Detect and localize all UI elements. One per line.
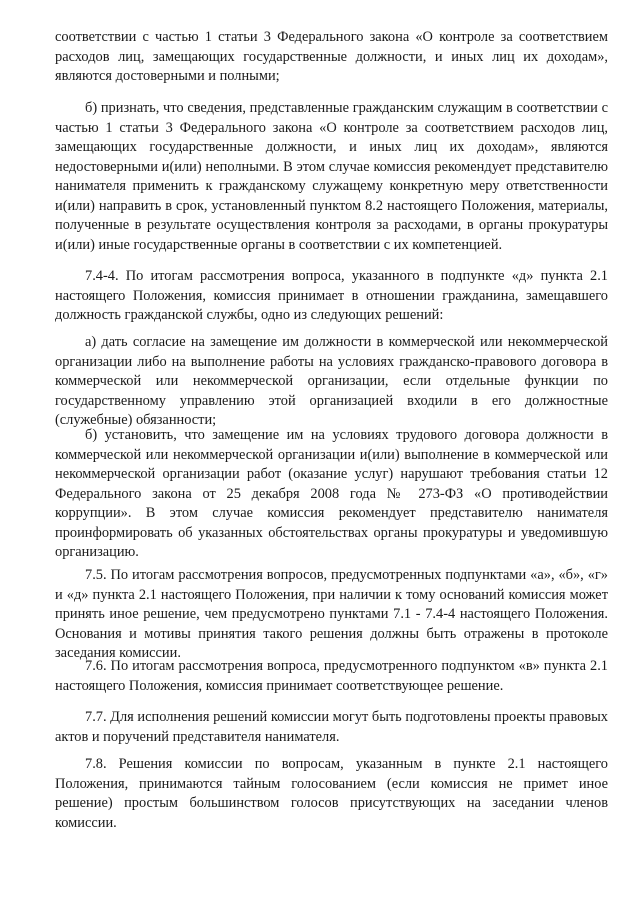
paragraph-continuation: соответствии с частью 1 статьи 3 Федерального закона «О контроле за соответствием расходов лиц, замещающих государственные должности, и иных лиц их доходам», являются достоверными и полными; <box>55 29 608 84</box>
paragraph-7-8: 7.8. Решения комиссии по вопросам, указанным в пункте 2.1 настоящего Положения, принимаются тайным голосованием (если комиссия не примет иное решение) простым большинством голосов присутствующих на заседании членов комиссии. <box>55 756 608 831</box>
paragraph-subitem-b-expenses: б) признать, что сведения, представленные гражданским служащим в соответствии с частью 1 статьи 3 Федерального закона «О контроле за соответствием расходов лиц, замещающих государственные должности, и иных лиц их доходам», являются недостоверными и(или) неполными. В этом случае комиссия рекомендует представителю нанимателя применить к гражданскому служащему конкретную меру ответственности и(или) направить в срок, установленный пунктом 8.2 настоящего Положения, материалы, полученные в результате осуществления контроля за расходами, в органы прокуратуры и(или) иные государственные органы в соответствии с их компетенцией. <box>55 100 608 253</box>
paragraph-7-6: 7.6. По итогам рассмотрения вопроса, предусмотренного подпунктом «в» пункта 2.1 настоящего Положения, комиссия принимает соответствующее решение. <box>55 658 608 694</box>
paragraph-7-5: 7.5. По итогам рассмотрения вопросов, предусмотренных подпунктами «а», «б», «г» и «д» пункта 2.1 настоящего Положения, при наличии к тому оснований комиссия может принять иное решение, чем предусмотрено пунктами 7.1 - 7.4-4 настоящего Положения. Основания и мотивы принятия такого решения должны быть отражены в протоколе заседания комиссии. <box>55 567 608 661</box>
paragraph-subitem-b-violation: б) установить, что замещение им на условиях трудового договора должности в коммерческой или некоммерческой организации и(или) выполнение в коммерческой или некоммерческой организации работ (оказание услуг) нарушают требования статьи 12 Федерального закона от 25 декабря 2008 года № 273-ФЗ «О противодействии коррупции». В этом случае комиссия рекомендует представителю нанимателя проинформировать об указанных обстоятельствах органы прокуратуры и уведомившую организацию. <box>55 427 608 560</box>
paragraph-7-4-4: 7.4-4. По итогам рассмотрения вопроса, указанного в подпункте «д» пункта 2.1 настоящего Положения, комиссия принимает в отношении гражданина, замещавшего должность гражданской службы, одно из следующих решений: <box>55 268 608 323</box>
paragraph-subitem-a-consent: а) дать согласие на замещение им должности в коммерческой или некоммерческой организации либо на выполнение работы на условиях гражданско-правового договора в коммерческой или некоммерческой организации, если отдельные функции по государственному управлению этой организацией входили в его должностные (служебные) обязанности; <box>55 334 608 428</box>
paragraph-7-7: 7.7. Для исполнения решений комиссии могут быть подготовлены проекты правовых актов и поручений представителя нанимателя. <box>55 709 608 745</box>
